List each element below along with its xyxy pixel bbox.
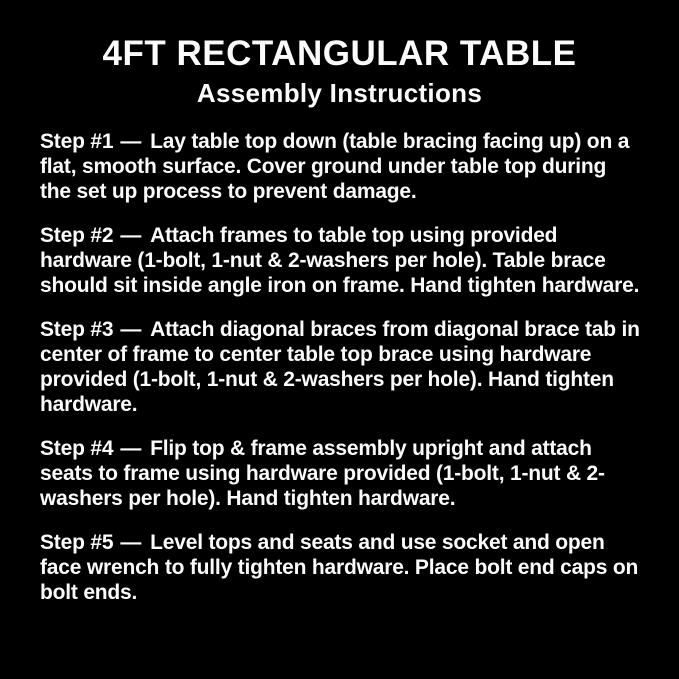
step-text: Flip top & frame assembly upright and attach seats to frame using hardware provided (1-bolt, 1-nut & 2-washers per hole). Hand tighten hardware. (40, 437, 605, 511)
step-text: Attach diagonal braces from diagonal brace tab in center of frame to center table top brace using hardware provided (1-bolt, 1-nut & 2-washers per hole). Hand tighten hardware. (40, 318, 640, 417)
step-paragraph-4 (40, 436, 641, 511)
step-text: Lay table top down (table bracing facing up) on a flat, smooth surface. Cover ground under table top during the set up process to prevent damage. (40, 130, 630, 204)
page-subtitle: Assembly Instructions (196, 77, 483, 108)
step-label: Step #2 (40, 224, 114, 248)
step-text: Level tops and seats and use socket and open face wrench to fully tighten hardware. Place bolt end caps on bolt ends. (40, 531, 639, 605)
step-separator: — (120, 531, 142, 555)
steps-list (40, 129, 641, 605)
page-title: 4FT RECTANGULAR TABLE (102, 34, 577, 73)
step-paragraph-1 (40, 129, 641, 204)
step-paragraph-5 (40, 530, 641, 605)
step-label: Step #5 (40, 531, 114, 555)
step-separator: — (120, 437, 142, 461)
step-paragraph-3 (40, 317, 641, 417)
step-separator: — (120, 318, 142, 342)
step-separator: — (120, 130, 142, 154)
step-label: Step #4 (40, 437, 114, 461)
step-label: Step #3 (40, 318, 114, 342)
header (0, 0, 679, 107)
step-separator: — (120, 224, 142, 248)
step-paragraph-2 (40, 223, 641, 298)
step-label: Step #1 (40, 130, 114, 154)
step-text: Attach frames to table top using provided hardware (1-bolt, 1-nut & 2-washers per hole). Table brace should sit inside angle iron on frame. Hand tighten hardware. (40, 224, 640, 298)
